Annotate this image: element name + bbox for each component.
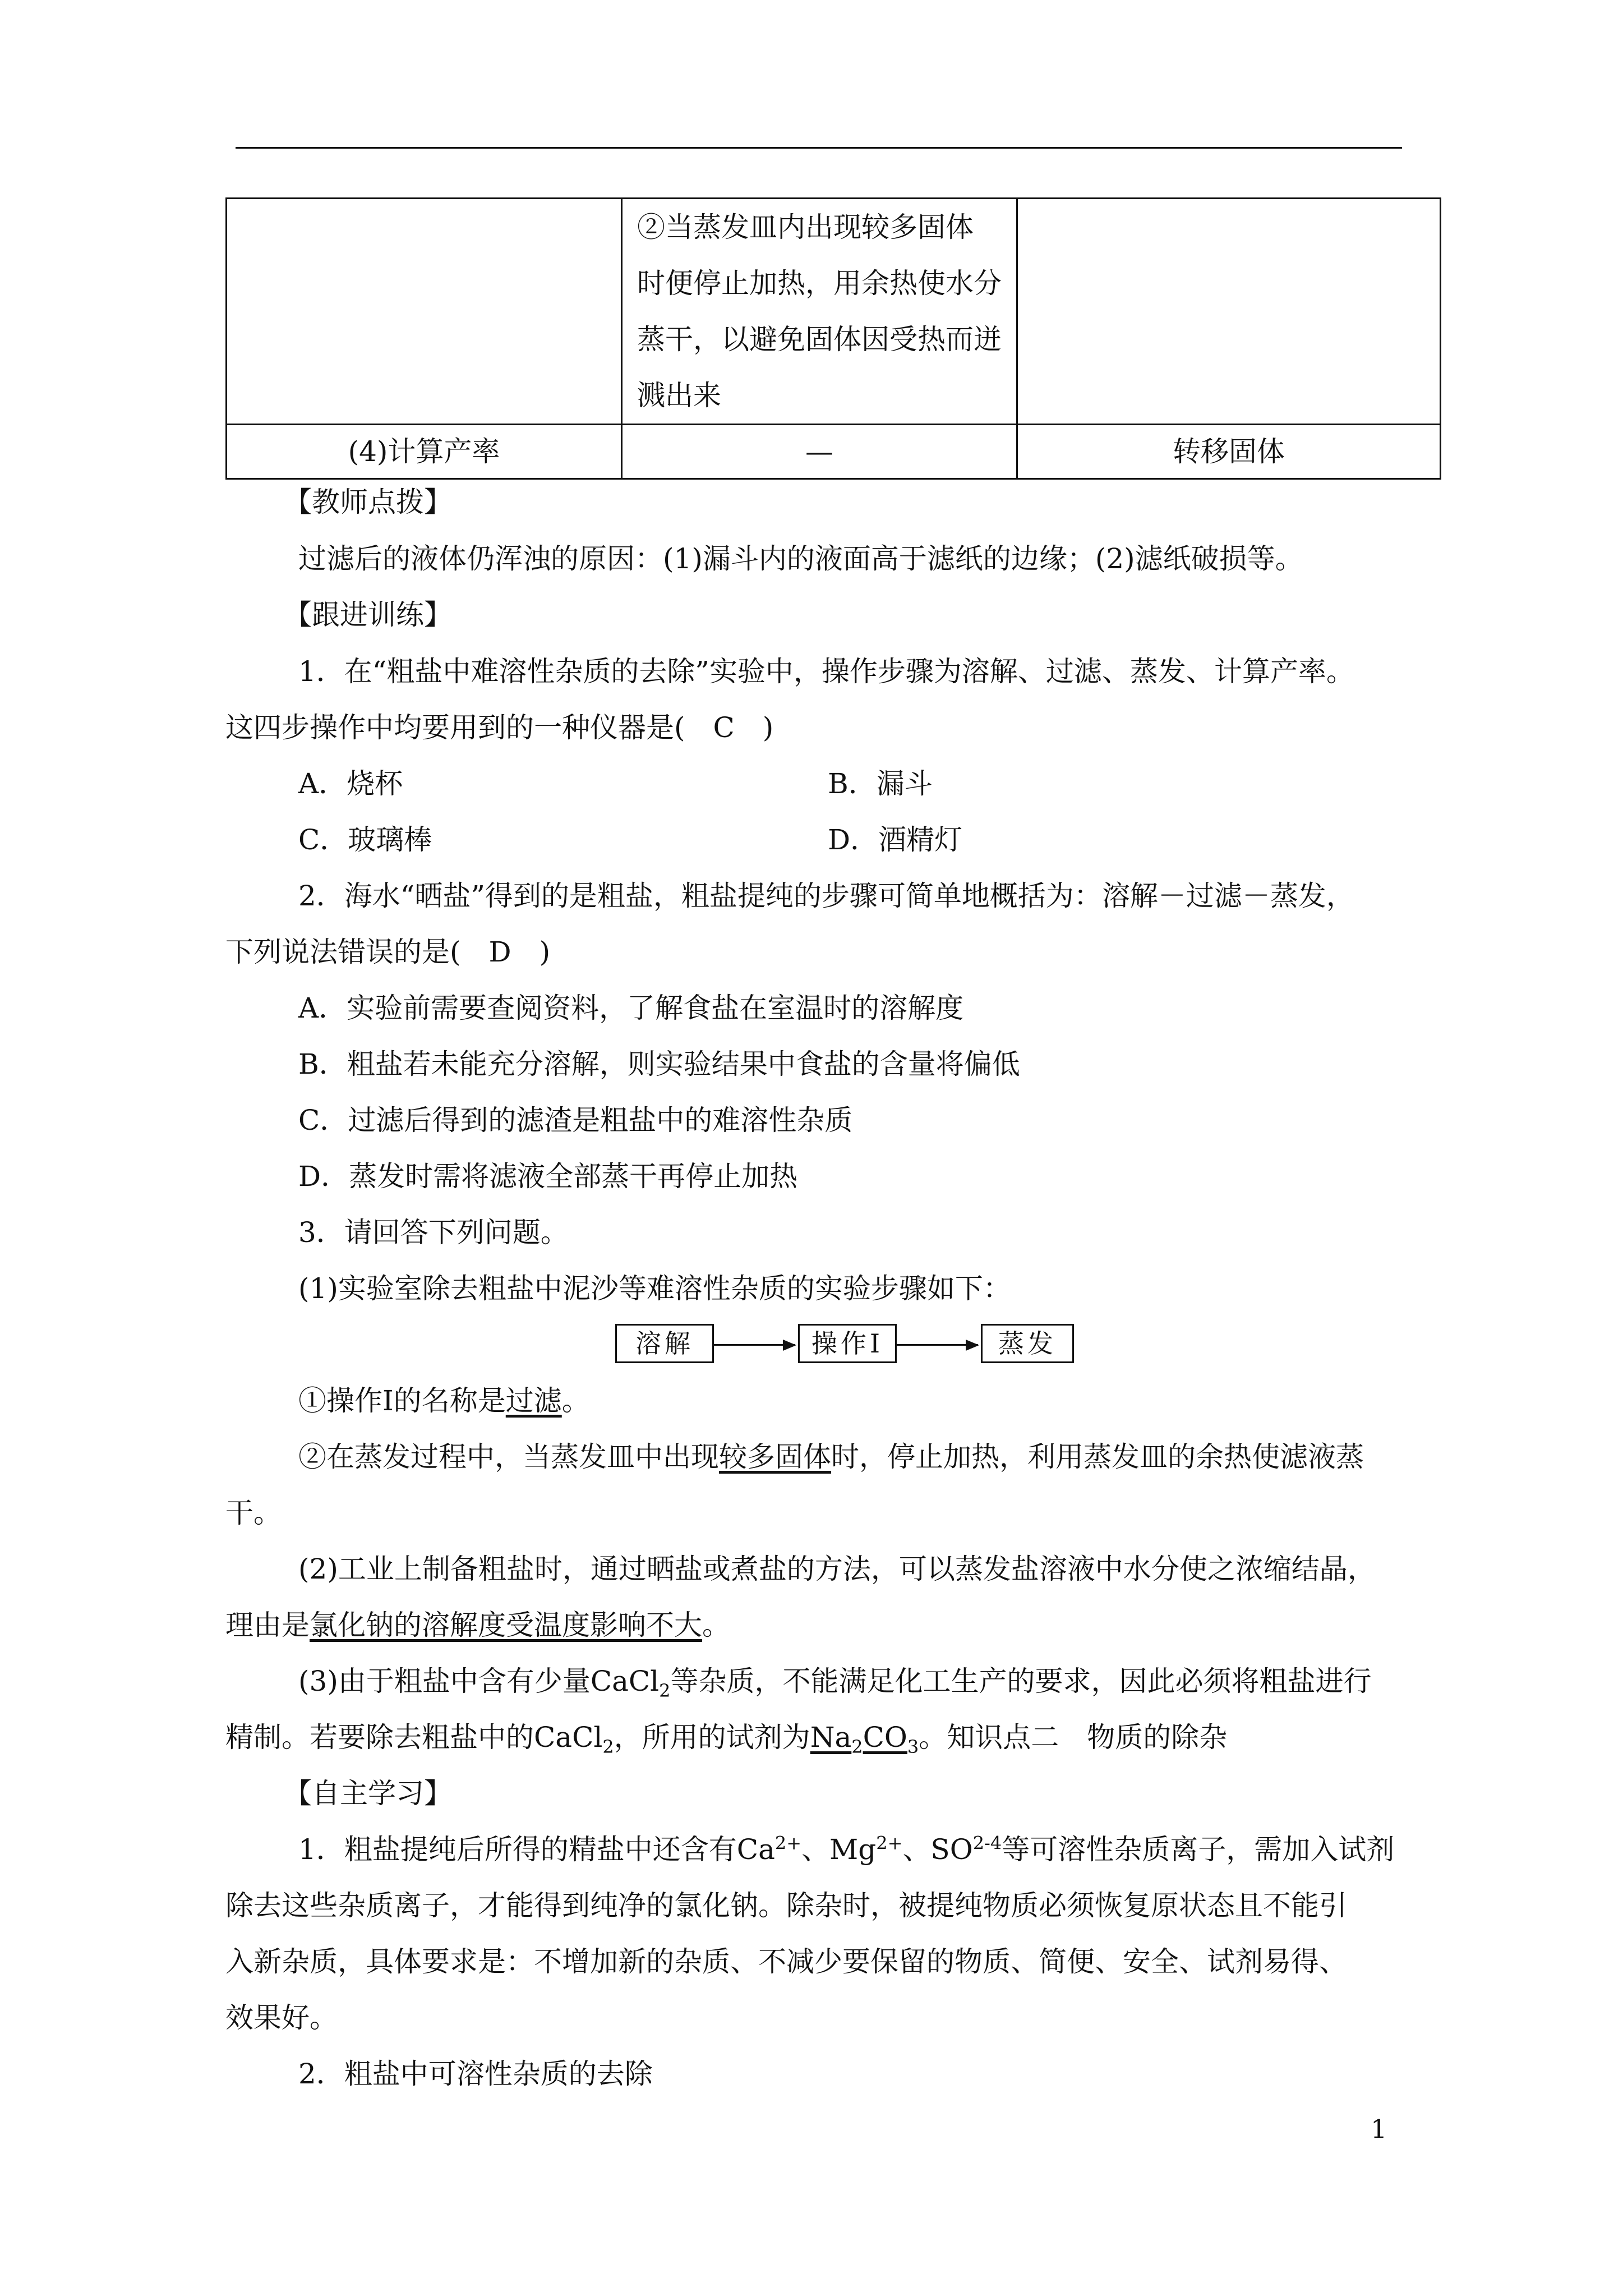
superscript: 2+ [876, 1832, 903, 1854]
q2-line1: 2．海水“晒盐”得到的是粗盐，粗盐提纯的步骤可简单地概括为：溶解－过滤－蒸发， [298, 880, 1354, 912]
subscript: 3 [907, 1736, 919, 1757]
page-number: 1 [1371, 2114, 1387, 2144]
cell-line: 蒸干，以避免固体因受热而迸 [637, 323, 1002, 356]
table-cell: 转移固体 [1017, 425, 1441, 479]
answer-na2co3 [810, 1721, 919, 1757]
q3-part3-line2 [225, 1720, 1228, 1757]
cell-line: 溅出来 [637, 379, 721, 412]
q1-line1: 1．在“粗盐中难溶性杂质的去除”实验中，操作步骤为溶解、过滤、蒸发、计算产率。 [298, 655, 1354, 688]
text: 等可溶性杂质离子，需加入试剂 [1002, 1833, 1395, 1866]
flow-arrow [713, 1344, 795, 1346]
flow-step-operation: 操作Ⅰ [798, 1324, 897, 1363]
self-study-p1-line3: 入新杂质，具体要求是：不增加新的杂质、不减少要保留的物质、简便、安全、试剂易得、 [225, 1945, 1347, 1978]
superscript: 2+ [774, 1832, 802, 1854]
answer-more-solid: 较多固体 [719, 1441, 831, 1473]
text: 时，停止加热，利用蒸发皿的余热使滤液蒸 [831, 1441, 1364, 1473]
q3-part1: (1)实验室除去粗盐中泥沙等难溶性杂质的实验步骤如下： [298, 1272, 1011, 1305]
q3-part2-line2 [225, 1608, 730, 1642]
table-cell [622, 199, 1017, 425]
cell-line: ②当蒸发皿内出现较多固体 [637, 211, 974, 243]
q1-option-b: B．漏斗 [828, 767, 933, 800]
text: ②在蒸发过程中，当蒸发皿中出现 [298, 1441, 719, 1473]
q2-option-a: A．实验前需要查阅资料，了解食盐在室温时的溶解度 [298, 992, 964, 1024]
self-study-p1-line2: 除去这些杂质离子，才能得到纯净的氯化钠。除杂时，被提纯物质必须恢复原状态且不能引 [225, 1889, 1347, 1922]
q2-option-b: B．粗盐若未能充分溶解，则实验结果中食盐的含量将偏低 [298, 1048, 1020, 1080]
q1-line2: 这四步操作中均要用到的一种仪器是( C ) [225, 711, 774, 744]
q1-option-c: C．玻璃棒 [298, 823, 432, 856]
subscript: 2 [659, 1680, 671, 1701]
q2-option-d: D．蒸发时需将滤液全部蒸干再停止加热 [298, 1160, 798, 1193]
text: ，所用的试剂为 [614, 1721, 810, 1754]
text: 、SO [902, 1833, 973, 1866]
q2-line2: 下列说法错误的是( D ) [225, 936, 551, 968]
text: 。知识点二 物质的除杂 [919, 1721, 1228, 1754]
subscript: 2 [602, 1736, 614, 1757]
q3-part2-line1: (2)工业上制备粗盐时，通过晒盐或煮盐的方法，可以蒸发盐溶液中水分使之浓缩结晶， [298, 1553, 1376, 1585]
table-row [227, 425, 1441, 479]
answer-filtration: 过滤 [505, 1384, 562, 1417]
self-study-p2: 2．粗盐中可溶性杂质的去除 [298, 2058, 653, 2090]
text: ①操作Ⅰ的名称是 [298, 1384, 506, 1417]
answer-solubility: 氯化钠的溶解度受温度影响不大 [310, 1609, 702, 1641]
q3-answer2 [298, 1440, 1364, 1474]
text: 。 [702, 1609, 730, 1641]
q3-answer2-line2: 干。 [225, 1497, 282, 1529]
flow-step-evaporate: 蒸发 [981, 1324, 1074, 1363]
text: (3)由于粗盐中含有少量CaCl [298, 1665, 660, 1697]
self-study-p1-line4: 效果好。 [225, 2001, 338, 2034]
experiment-steps-table [225, 197, 1441, 480]
text: 理由是 [225, 1609, 310, 1641]
q2-option-c: C．过滤后得到的滤渣是粗盐中的难溶性杂质 [298, 1104, 853, 1137]
flow-arrow [896, 1344, 978, 1346]
text: CO [863, 1721, 907, 1754]
subscript: 2 [851, 1736, 863, 1757]
text: 1．粗盐提纯后所得的精盐中还含有Ca [298, 1833, 775, 1866]
teacher-tip-text: 过滤后的液体仍浑浊的原因：(1)漏斗内的液面高于滤纸的边缘；(2)滤纸破损等。 [298, 542, 1303, 575]
q3-intro: 3．请回答下列问题。 [298, 1216, 569, 1249]
flow-step-dissolve: 溶解 [615, 1324, 714, 1363]
q3-part3-line1 [298, 1664, 1372, 1701]
q1-option-a: A．烧杯 [298, 767, 403, 800]
text: 精制。若要除去粗盐中的CaCl [225, 1721, 603, 1754]
text: Na [810, 1721, 852, 1754]
teacher-tip-heading: 【教师点拨】 [284, 486, 452, 518]
self-study-p1-line1 [298, 1833, 1394, 1866]
table-cell [227, 199, 622, 425]
text: 等杂质，不能满足化工生产的要求，因此必须将粗盐进行 [670, 1665, 1372, 1697]
table-row [227, 199, 1441, 425]
table-cell: — [622, 425, 1017, 479]
cell-line: 时便停止加热，用余热使水分 [637, 267, 1002, 300]
table-cell [1017, 199, 1441, 425]
self-study-heading: 【自主学习】 [284, 1777, 452, 1810]
text: 、Mg [801, 1833, 877, 1866]
q3-answer1 [298, 1384, 590, 1418]
practice-heading: 【跟进训练】 [284, 599, 452, 631]
header-rule [236, 147, 1402, 149]
text: 。 [561, 1384, 590, 1417]
q1-option-d: D．酒精灯 [828, 823, 963, 856]
table-cell: (4)计算产率 [227, 425, 622, 479]
superscript: 2-4 [972, 1832, 1002, 1854]
